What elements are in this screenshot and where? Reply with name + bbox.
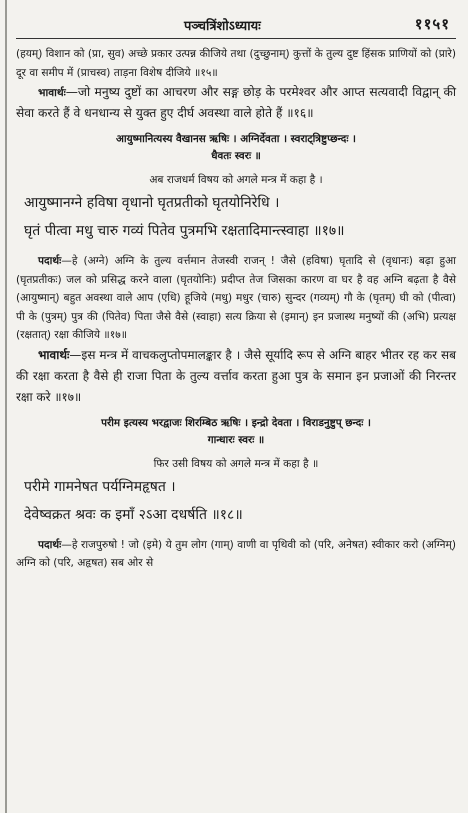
verse18-intro: फिर उसी विषय को अगले मन्त्र में कहा है ॥ — [153, 457, 319, 470]
verse16-padarth-end: (हयम्) विशान को (प्रा, सुव) अच्छे प्रकार उत्पन्न कीजिये तथा (दुच्छुनाम्) कुत्तों के तुल्य दुष्ट हिंसक प्राणियों को (प्रारे) दूर वा समीप में (प्राचस्व) ताड़ना विशेष दीजिये ॥१५॥ — [16, 48, 456, 79]
verse17-meta-line1: आयुष्मानित्यस्य वैखानस ऋषिः । अग्निर्देवता । स्वराट्त्रिष्टुप्छन्दः । — [116, 133, 356, 145]
padarth-text: —हे राजपुरुषो ! जो (इमे) ये तुम लोग (गाम्) वाणी वा पृथिवी को (परि, अनेषत) स्वीकार करो (अग्निम्) अग्नि को (परि, अहृषत) सब ओर से — [16, 538, 456, 569]
padarth-label: पदार्थः — [38, 255, 62, 267]
verse18-meta-line2: गान्धारः स्वरः ॥ — [207, 433, 265, 446]
verse18-meta-line1: परीम इत्यस्य भरद्वाजः शिरम्बिठ ऋषिः । इन्द्रो देवता । विराडनुष्टुप् छन्दः । — [101, 416, 371, 429]
bhavarth-text: —जो मनुष्य दुष्टों का आचरण और सङ्ग छोड़ के परमेश्वर और आप्त सत्यवादी विद्वान् की सेवा करते हैं वे धनधान्य से युक्त हुए दीर्घ अवस्था वाले होते हैं ॥१६॥ — [16, 85, 456, 120]
verse18-mantra-line1: परीमे गामनेषत पर्यग्निमहृषत । — [24, 478, 176, 495]
page-number: ११५१ — [414, 15, 450, 33]
verse18-mantra-line2: देवेष्वक्रत श्रवः क इमाँ २ऽआ दधर्षति ॥१८॥ — [24, 506, 243, 523]
page-edge — [5, 0, 7, 813]
bhavarth-label: भावार्थः — [38, 347, 70, 362]
bhavarth-17 — [16, 345, 456, 408]
page-header — [16, 8, 456, 39]
bhavarth-label: भावार्थः — [38, 87, 66, 99]
verse17-mantra-line1: आयुष्मानग्ने हविषा वृधानो घृतप्रतीको घृतयोनिरेधि । — [24, 195, 280, 211]
padarth-text: —हे (अग्ने) अग्नि के तुल्य वर्त्तमान तेजस्वी राजन् ! जैसे (हविषा) घृतादि से (वृधानः) बढ़ा हुआ (घृतप्रतीकः) जल को प्रसिद्ध करने वाला (घृतयोनिः) प्रदीप्त तेज जिसका कारण वा घर है वह अग्नि बढ़ता है वैसे (आयुष्मान्) बहुत अवस्था वाले आप (एधि) हूजिये (मधु) मधुर (चारु) सुन्दर (गव्यम्) गौ के (घृतम्) घी को (पीत्वा) पी के (पुत्रम्) पुत्र की (पितेव) पिता जैसे वैसे (स्वाहा) सत्य क्रिया से (इमान्) इन प्रजास्थ मनुष्यों की (अभि) प्रत्यक्ष (रक्षतात्) रक्षा कीजिये ॥१७॥ — [16, 255, 456, 341]
verse17-mantra-line2: घृतं पीत्वा मधु चारु गव्यं पितेव पुत्रमभि रक्षतादिमान्त्स्वाहा ॥१७॥ — [24, 223, 345, 239]
verse17-meta-line2: धैवतः स्वरः ॥ — [211, 150, 261, 162]
padarth-17 — [16, 252, 456, 345]
padarth-18 — [16, 536, 456, 573]
padarth-label: पदार्थः — [38, 538, 62, 551]
bhavarth-16 — [16, 82, 456, 124]
verse17-intro: अब राजधर्म विषय को अगले मन्त्र में कहा है । — [149, 174, 323, 186]
chapter-title: पञ्चत्रिंशोऽध्यायः — [184, 19, 261, 34]
bhavarth-text: —इस मन्त्र में वाचकलुप्तोपमालङ्कार है । जैसे सूर्यादि रूप से अग्नि बाहर भीतर रह कर सब की रक्षा करता है वैसे ही राजा पिता के तुल्य वर्त्ताव करता हुआ पुत्र के समान इन प्रजाओं की निरन्तर रक्षा करे ॥१७॥ — [16, 347, 456, 404]
